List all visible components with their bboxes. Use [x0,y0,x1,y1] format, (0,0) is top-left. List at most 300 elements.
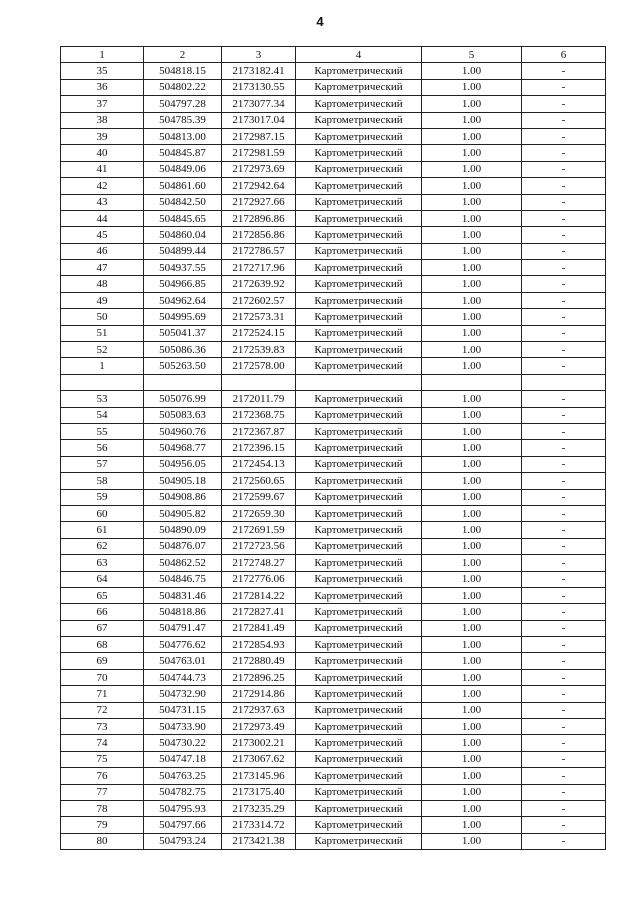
description-cell: - [522,505,606,521]
method-cell: Картометрический [296,637,422,653]
y-coordinate-cell: 2172602.57 [222,292,296,308]
accuracy-cell: 1.00 [422,407,522,423]
point-number-cell: 76 [61,768,144,784]
method-cell: Картометрический [296,276,422,292]
x-coordinate-cell: 504908.86 [144,489,222,505]
table-row [61,325,606,341]
table-row [61,473,606,489]
y-coordinate-cell: 2173314.72 [222,817,296,833]
x-coordinate-cell: 504846.75 [144,571,222,587]
x-coordinate-cell: 504842.50 [144,194,222,210]
description-cell: - [522,800,606,816]
description-cell: - [522,784,606,800]
x-coordinate-cell: 504733.90 [144,719,222,735]
x-coordinate-cell: 504797.66 [144,817,222,833]
table-row [61,292,606,308]
x-coordinate-cell: 505086.36 [144,342,222,358]
accuracy-cell: 1.00 [422,358,522,374]
y-coordinate-cell: 2173017.04 [222,112,296,128]
table-row [61,702,606,718]
description-cell: - [522,768,606,784]
y-coordinate-cell: 2172578.00 [222,358,296,374]
method-cell: Картометрический [296,309,422,325]
point-number-cell [61,374,144,390]
coordinates-table [60,46,606,850]
method-cell: Картометрический [296,489,422,505]
x-coordinate-cell: 504818.15 [144,63,222,79]
table-row [61,194,606,210]
table-row [61,571,606,587]
point-number-cell: 39 [61,128,144,144]
y-coordinate-cell: 2173235.29 [222,800,296,816]
accuracy-cell: 1.00 [422,112,522,128]
point-number-cell: 1 [61,358,144,374]
description-cell: - [522,571,606,587]
accuracy-cell: 1.00 [422,342,522,358]
y-coordinate-cell: 2173067.62 [222,751,296,767]
header-cell-1: 1 [61,47,144,63]
method-cell: Картометрический [296,79,422,95]
description-cell: - [522,538,606,554]
y-coordinate-cell [222,374,296,390]
point-number-cell: 44 [61,210,144,226]
header-cell-5: 5 [422,47,522,63]
accuracy-cell: 1.00 [422,260,522,276]
method-cell: Картометрический [296,522,422,538]
description-cell: - [522,702,606,718]
method-cell: Картометрический [296,194,422,210]
description-cell: - [522,456,606,472]
description-cell: - [522,587,606,603]
table-row [61,555,606,571]
x-coordinate-cell: 505076.99 [144,391,222,407]
table-row [61,686,606,702]
method-cell: Картометрический [296,735,422,751]
point-number-cell: 60 [61,505,144,521]
y-coordinate-cell: 2172927.66 [222,194,296,210]
description-cell: - [522,227,606,243]
table-row [61,800,606,816]
y-coordinate-cell: 2172748.27 [222,555,296,571]
method-cell: Картометрический [296,473,422,489]
y-coordinate-cell: 2172854.93 [222,637,296,653]
description-cell: - [522,210,606,226]
y-coordinate-cell: 2172367.87 [222,423,296,439]
description-cell: - [522,522,606,538]
method-cell: Картометрический [296,505,422,521]
point-number-cell: 67 [61,620,144,636]
point-number-cell: 78 [61,800,144,816]
x-coordinate-cell: 504845.65 [144,210,222,226]
point-number-cell: 80 [61,833,144,849]
description-cell: - [522,161,606,177]
y-coordinate-cell: 2172011.79 [222,391,296,407]
description-cell: - [522,194,606,210]
point-number-cell: 62 [61,538,144,554]
y-coordinate-cell: 2172539.83 [222,342,296,358]
method-cell: Картометрический [296,653,422,669]
table-header [61,47,606,63]
x-coordinate-cell: 504960.76 [144,423,222,439]
x-coordinate-cell: 504776.62 [144,637,222,653]
method-cell: Картометрический [296,587,422,603]
y-coordinate-cell: 2172786.57 [222,243,296,259]
description-cell: - [522,325,606,341]
x-coordinate-cell: 504730.22 [144,735,222,751]
y-coordinate-cell: 2172776.06 [222,571,296,587]
accuracy-cell: 1.00 [422,751,522,767]
y-coordinate-cell: 2172814.22 [222,587,296,603]
y-coordinate-cell: 2172659.30 [222,505,296,521]
description-cell: - [522,128,606,144]
description-cell: - [522,473,606,489]
point-number-cell: 69 [61,653,144,669]
table-row [61,719,606,735]
table-row [61,833,606,849]
method-cell: Картометрический [296,555,422,571]
description-cell: - [522,358,606,374]
table-row [61,735,606,751]
accuracy-cell: 1.00 [422,620,522,636]
accuracy-cell: 1.00 [422,161,522,177]
y-coordinate-cell: 2173421.38 [222,833,296,849]
x-coordinate-cell: 504782.75 [144,784,222,800]
table-row [61,391,606,407]
accuracy-cell: 1.00 [422,719,522,735]
accuracy-cell: 1.00 [422,817,522,833]
table-row [61,112,606,128]
method-cell: Картометрический [296,784,422,800]
accuracy-cell: 1.00 [422,571,522,587]
point-number-cell: 66 [61,604,144,620]
method-cell: Картометрический [296,719,422,735]
point-number-cell: 37 [61,96,144,112]
method-cell: Картометрический [296,686,422,702]
description-cell: - [522,260,606,276]
table-row [61,309,606,325]
table-row [61,768,606,784]
x-coordinate-cell: 504732.90 [144,686,222,702]
point-number-cell: 49 [61,292,144,308]
y-coordinate-cell: 2172454.13 [222,456,296,472]
point-number-cell: 68 [61,637,144,653]
method-cell: Картометрический [296,571,422,587]
accuracy-cell: 1.00 [422,587,522,603]
method-cell: Картометрический [296,391,422,407]
y-coordinate-cell: 2172973.69 [222,161,296,177]
description-cell: - [522,440,606,456]
method-cell: Картометрический [296,96,422,112]
x-coordinate-cell: 504899.44 [144,243,222,259]
table-row [61,423,606,439]
point-number-cell: 61 [61,522,144,538]
accuracy-cell: 1.00 [422,440,522,456]
point-number-cell: 74 [61,735,144,751]
point-number-cell: 38 [61,112,144,128]
x-coordinate-cell: 504966.85 [144,276,222,292]
method-cell: Картометрический [296,128,422,144]
y-coordinate-cell: 2172981.59 [222,145,296,161]
x-coordinate-cell: 504791.47 [144,620,222,636]
method-cell: Картометрический [296,325,422,341]
method-cell: Картометрический [296,292,422,308]
point-number-cell: 77 [61,784,144,800]
x-coordinate-cell: 504795.93 [144,800,222,816]
x-coordinate-cell: 504890.09 [144,522,222,538]
description-cell: - [522,79,606,95]
y-coordinate-cell: 2172691.59 [222,522,296,538]
description-cell: - [522,292,606,308]
table-row [61,604,606,620]
y-coordinate-cell: 2172396.15 [222,440,296,456]
point-number-cell: 47 [61,260,144,276]
method-cell: Картометрический [296,800,422,816]
x-coordinate-cell: 504905.18 [144,473,222,489]
x-coordinate-cell: 504937.55 [144,260,222,276]
description-cell: - [522,145,606,161]
method-cell: Картометрический [296,178,422,194]
method-cell: Картометрический [296,63,422,79]
accuracy-cell: 1.00 [422,538,522,554]
point-number-cell: 56 [61,440,144,456]
accuracy-cell: 1.00 [422,456,522,472]
accuracy-cell: 1.00 [422,178,522,194]
header-cell-2: 2 [144,47,222,63]
accuracy-cell: 1.00 [422,391,522,407]
point-number-cell: 48 [61,276,144,292]
y-coordinate-cell: 2172573.31 [222,309,296,325]
point-number-cell: 46 [61,243,144,259]
point-number-cell: 53 [61,391,144,407]
description-cell: - [522,833,606,849]
x-coordinate-cell: 504797.28 [144,96,222,112]
accuracy-cell: 1.00 [422,637,522,653]
table-row [61,243,606,259]
method-cell: Картометрический [296,423,422,439]
point-number-cell: 72 [61,702,144,718]
accuracy-cell: 1.00 [422,292,522,308]
accuracy-cell: 1.00 [422,63,522,79]
x-coordinate-cell: 504962.64 [144,292,222,308]
y-coordinate-cell: 2172560.65 [222,473,296,489]
table-row [61,145,606,161]
table-row [61,260,606,276]
description-cell: - [522,342,606,358]
x-coordinate-cell: 505041.37 [144,325,222,341]
table-row [61,669,606,685]
method-cell: Картометрический [296,620,422,636]
accuracy-cell: 1.00 [422,276,522,292]
method-cell: Картометрический [296,669,422,685]
point-number-cell: 40 [61,145,144,161]
method-cell: Картометрический [296,243,422,259]
page-number: 4 [316,14,324,29]
table-row [61,358,606,374]
accuracy-cell: 1.00 [422,833,522,849]
method-cell: Картометрический [296,817,422,833]
method-cell: Картометрический [296,358,422,374]
x-coordinate-cell: 504831.46 [144,587,222,603]
x-coordinate-cell: 504747.18 [144,751,222,767]
accuracy-cell: 1.00 [422,79,522,95]
accuracy-cell: 1.00 [422,489,522,505]
description-cell: - [522,96,606,112]
point-number-cell: 70 [61,669,144,685]
y-coordinate-cell: 2172942.64 [222,178,296,194]
y-coordinate-cell: 2172937.63 [222,702,296,718]
description-cell: - [522,309,606,325]
method-cell: Картометрический [296,456,422,472]
description-cell: - [522,423,606,439]
x-coordinate-cell: 504763.01 [144,653,222,669]
table-row [61,161,606,177]
point-number-cell: 59 [61,489,144,505]
y-coordinate-cell: 2172856.86 [222,227,296,243]
accuracy-cell: 1.00 [422,735,522,751]
point-number-cell: 36 [61,79,144,95]
x-coordinate-cell: 504744.73 [144,669,222,685]
description-cell: - [522,112,606,128]
description-cell: - [522,63,606,79]
table-row [61,178,606,194]
table-row [61,751,606,767]
method-cell: Картометрический [296,342,422,358]
point-number-cell: 63 [61,555,144,571]
accuracy-cell: 1.00 [422,653,522,669]
method-cell: Картометрический [296,161,422,177]
accuracy-cell: 1.00 [422,702,522,718]
x-coordinate-cell [144,374,222,390]
accuracy-cell: 1.00 [422,522,522,538]
point-number-cell: 52 [61,342,144,358]
point-number-cell: 75 [61,751,144,767]
method-cell: Картометрический [296,227,422,243]
table-row [61,374,606,390]
y-coordinate-cell: 2173077.34 [222,96,296,112]
method-cell: Картометрический [296,768,422,784]
x-coordinate-cell: 505083.63 [144,407,222,423]
y-coordinate-cell: 2172880.49 [222,653,296,669]
accuracy-cell: 1.00 [422,325,522,341]
point-number-cell: 79 [61,817,144,833]
description-cell: - [522,276,606,292]
x-coordinate-cell: 504849.06 [144,161,222,177]
method-cell: Картометрический [296,702,422,718]
accuracy-cell: 1.00 [422,145,522,161]
point-number-cell: 58 [61,473,144,489]
accuracy-cell: 1.00 [422,243,522,259]
header-cell-3: 3 [222,47,296,63]
table-row [61,96,606,112]
x-coordinate-cell: 504813.00 [144,128,222,144]
description-cell: - [522,653,606,669]
x-coordinate-cell: 504860.04 [144,227,222,243]
accuracy-cell: 1.00 [422,669,522,685]
description-cell: - [522,243,606,259]
description-cell: - [522,407,606,423]
method-cell: Картометрический [296,751,422,767]
y-coordinate-cell: 2173130.55 [222,79,296,95]
accuracy-cell: 1.00 [422,686,522,702]
y-coordinate-cell: 2172896.86 [222,210,296,226]
method-cell: Картометрический [296,440,422,456]
x-coordinate-cell: 504731.15 [144,702,222,718]
method-cell: Картометрический [296,210,422,226]
point-number-cell: 57 [61,456,144,472]
description-cell: - [522,686,606,702]
description-cell: - [522,637,606,653]
accuracy-cell: 1.00 [422,768,522,784]
x-coordinate-cell: 504818.86 [144,604,222,620]
method-cell: Картометрический [296,145,422,161]
header-row [61,47,606,63]
table-row [61,128,606,144]
x-coordinate-cell: 504995.69 [144,309,222,325]
method-cell [296,374,422,390]
point-number-cell: 64 [61,571,144,587]
y-coordinate-cell: 2173002.21 [222,735,296,751]
table-row [61,587,606,603]
y-coordinate-cell: 2172524.15 [222,325,296,341]
y-coordinate-cell: 2172717.96 [222,260,296,276]
description-cell: - [522,489,606,505]
point-number-cell: 42 [61,178,144,194]
point-number-cell: 51 [61,325,144,341]
method-cell: Картометрический [296,833,422,849]
y-coordinate-cell: 2172368.75 [222,407,296,423]
accuracy-cell: 1.00 [422,784,522,800]
y-coordinate-cell: 2173182.41 [222,63,296,79]
table-row [61,342,606,358]
table-row [61,653,606,669]
table-row [61,522,606,538]
accuracy-cell: 1.00 [422,800,522,816]
table-row [61,637,606,653]
y-coordinate-cell: 2172987.15 [222,128,296,144]
x-coordinate-cell: 504785.39 [144,112,222,128]
x-coordinate-cell: 504861.60 [144,178,222,194]
description-cell: - [522,391,606,407]
table-row [61,538,606,554]
point-number-cell: 50 [61,309,144,325]
x-coordinate-cell: 504845.87 [144,145,222,161]
x-coordinate-cell: 504968.77 [144,440,222,456]
point-number-cell: 35 [61,63,144,79]
y-coordinate-cell: 2172827.41 [222,604,296,620]
accuracy-cell: 1.00 [422,505,522,521]
header-cell-6: 6 [522,47,606,63]
table-body [61,63,606,850]
description-cell: - [522,817,606,833]
point-number-cell: 71 [61,686,144,702]
table-row [61,79,606,95]
x-coordinate-cell: 504802.22 [144,79,222,95]
point-number-cell: 73 [61,719,144,735]
point-number-cell: 54 [61,407,144,423]
header-cell-4: 4 [296,47,422,63]
description-cell [522,374,606,390]
accuracy-cell [422,374,522,390]
x-coordinate-cell: 504956.05 [144,456,222,472]
table-row [61,440,606,456]
table-row [61,505,606,521]
point-number-cell: 43 [61,194,144,210]
y-coordinate-cell: 2173175.40 [222,784,296,800]
table-row [61,784,606,800]
y-coordinate-cell: 2173145.96 [222,768,296,784]
description-cell: - [522,604,606,620]
y-coordinate-cell: 2172639.92 [222,276,296,292]
